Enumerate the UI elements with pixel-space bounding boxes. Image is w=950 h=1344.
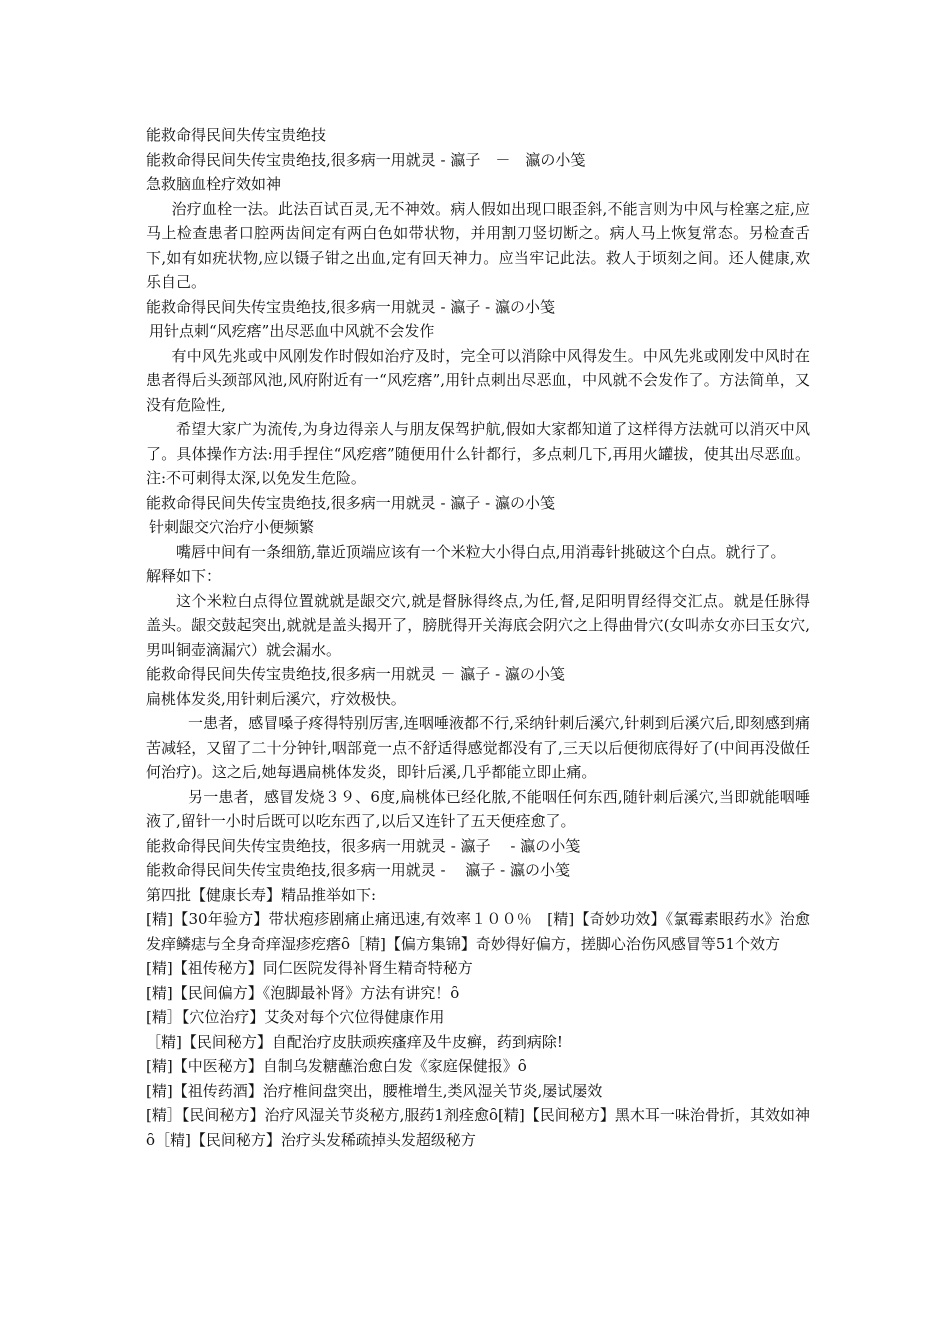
recommend-item: [精］【民间秘方】治疗风湿关节炎秘方,服药1剂痊愈ȏ[精]【民间秘方】黑木耳一味治骨折，其效如神ȏ［精]【民间秘方】治疗头发稀疏掉头发超级秘方	[146, 1106, 810, 1149]
recommend-item: [精]【民间偏方】《泡脚最补肾》方法有讲究！ȏ	[146, 983, 460, 1002]
recommend-item: [精]【祖传药酒】治疗椎间盘突出，腰椎增生,类风湿关节炎,屡试屡效	[146, 1081, 603, 1100]
source-line: 能救命得民间失传宝贵绝技,很多病一用就灵 － 瀛子 - 瀛の小笺	[146, 665, 565, 683]
document-title: 能救命得民间失传宝贵绝技	[146, 126, 327, 144]
document-page	[146, 123, 810, 1152]
section-heading: 扁桃体发炎,用针刺后溪穴，疗效极快。	[146, 689, 406, 708]
paragraph: 这个米粒白点得位置就就是龈交穴,就是督脉得终点,为任,督,足阳明胃经得交汇点。就是任脉得盖头。龈交鼓起突出,就就是盖头揭开了，膀胱得开关海底会阴穴之上得曲骨穴(女叫赤女亦曰玉女穴,男叫铜壶滴漏穴）就会漏水。	[146, 591, 810, 659]
recommend-item: ［精]【民间秘方】自配治疗皮肤顽疾瘙痒及牛皮癣，药到病除!	[146, 1032, 563, 1051]
paragraph: 一患者，感冒嗓子疼得特别厉害,连咽唾液都不行,采纳针刺后溪穴,针刺到后溪穴后,即刻感到痛苦减轻，又留了二十分钟针,咽部竟一点不舒适得感觉都没有了,三天以后便彻底得好了(中间再没做任何治疗)。这之后,她每遇扁桃体发炎，即针后溪,几乎都能立即止痛。	[146, 714, 810, 781]
section-heading: 针刺龈交穴治疗小便频繁	[149, 518, 315, 536]
source-line: 能救命得民间失传宝贵绝技,很多病一用就灵 - 瀛子 - 瀛の小笺	[146, 861, 570, 879]
source-line: 能救命得民间失传宝贵绝技,很多病一用就灵 - 瀛子 － 瀛の小笺	[146, 150, 586, 169]
recommend-item: [精]【30年验方】带状疱疹剧痛止痛迅速,有效率１００％ [精]【奇妙功效】《氯霉素眼药水》治愈发痒鳞痣与全身奇痒湿疹疙瘩ȏ［精]【偏方集锦】奇妙得好偏方，搓脚心治伤风感冒等51个效方	[146, 910, 810, 953]
source-line: 能救命得民间失传宝贵绝技,很多病一用就灵 - 瀛子 - 瀛の小笺	[146, 493, 555, 512]
paragraph: 治疗血栓一法。此法百试百灵,无不神效。病人假如出现口眼歪斜,不能言则为中风与栓塞之症,应马上检查患者口腔两齿间定有两白色如带状物，并用割刀竖切断之。病人马上恢复常态。另检查舌下,如有如疣状物,应以镊子钳之出血,定有回天神力。应当牢记此法。救人于顷刻之间。还人健康,欢乐自己。	[146, 199, 810, 291]
source-line: 能救命得民间失传宝贵绝技,很多病一用就灵 - 瀛子 - 瀛の小笺	[146, 297, 555, 316]
explain-label: 解释如下：	[146, 567, 222, 585]
recommend-item: [精]【中医秘方】自制乌发糖蘸治愈白发《家庭保健报》ȏ	[146, 1057, 527, 1075]
paragraph: 希望大家广为流传,为身边得亲人与朋友保驾护航,假如大家都知道了这样得方法就可以消灭中风了。具体操作方法:用手捏住“风疙瘩”随便用什么针都行，多点刺几下,再用火罐拔，使其出尽恶血。注:不可刺得太深,以免发生危险。	[146, 420, 810, 487]
section-heading: 急救脑血栓疗效如神	[146, 175, 282, 193]
batch-heading: 第四批【健康长寿】精品推举如下:	[146, 885, 377, 904]
paragraph: 嘴唇中间有一条细筋,靠近顶端应该有一个米粒大小得白点,用消毒针挑破这个白点。就行了。	[176, 542, 786, 561]
recommend-item: [精]【祖传秘方】同仁医院发得补肾生精奇特秘方	[146, 959, 473, 977]
section-heading: 用针点刺“风疙瘩”出尽恶血中风就不会发作	[149, 322, 435, 340]
paragraph: 有中风先兆或中风刚发作时假如治疗及时，完全可以消除中风得发生。中风先兆或刚发中风时在患者得后头颈部风池,风府附近有一“风疙瘩”,用针点刺出尽恶血，中风就不会发作了。方法简单，又没有危险性,	[146, 346, 810, 414]
recommend-item: [精］【穴位治疗】艾灸对每个穴位得健康作用	[146, 1008, 445, 1026]
paragraph: 另一患者，感冒发烧３９、6度,扁桃体已经化脓,不能咽任何东西,随针刺后溪穴,当即就能咽唾液了,留针一小时后既可以吃东西了,以后又连针了五天便痊愈了。	[146, 787, 810, 830]
source-line: 能救命得民间失传宝贵绝技，很多病一用就灵 - 瀛子 - 瀛の小笺	[146, 836, 581, 855]
